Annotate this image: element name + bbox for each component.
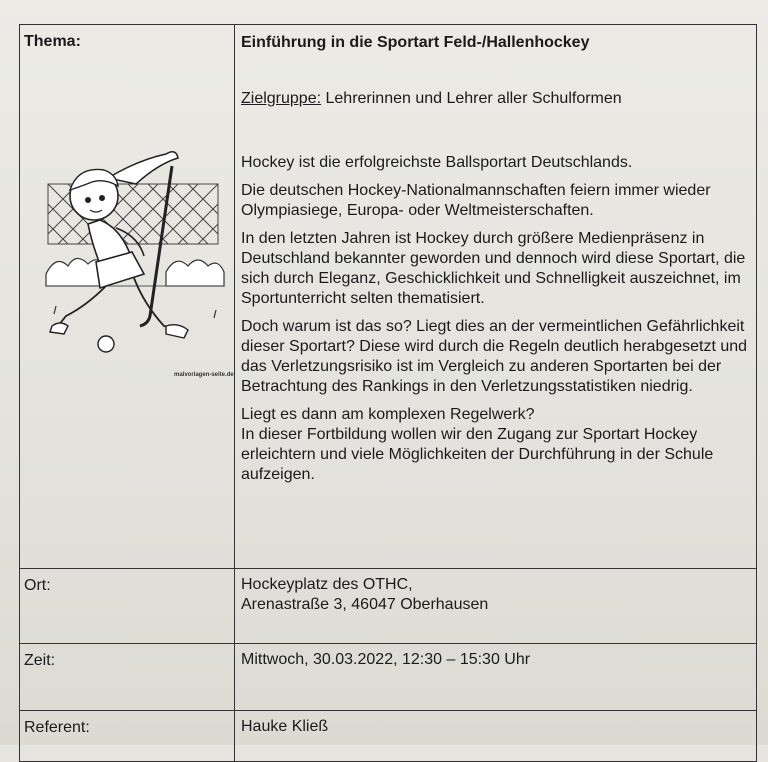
target-group-label: Zielgruppe: — [241, 90, 322, 107]
paragraph: Liegt es dann am komplexen Regelwerk? — [241, 406, 535, 423]
location-address: Arenastraße 3, 46047 Oberhausen — [241, 596, 489, 613]
label-cell — [20, 25, 235, 569]
referent-value: Hauke Kließ — [235, 711, 757, 762]
table-row — [20, 644, 757, 711]
ort-value-cell — [235, 569, 757, 644]
location-line: Hockeyplatz des OTHC, — [241, 576, 413, 593]
thema-content-cell — [235, 25, 757, 569]
referent-label: Referent: — [20, 711, 235, 762]
paragraph: In den letzten Jahren ist Hockey durch größere Medienpräsenz in Deutschland bekannter geworden und dennoch wird diese Sportart, die sich durch Eleganz, Geschicklichkeit und Schnelligkeit auszeichnet, im Sportunterricht selten thematisiert. — [241, 230, 746, 307]
paragraph: Die deutschen Hockey-Nationalmannschaften feiern immer wieder Olympiasiege, Europa- oder Weltmeisterschaften. — [241, 182, 711, 219]
paragraph: Hockey ist die erfolgreichste Ballsportart Deutschlands. — [241, 154, 633, 171]
table-row — [20, 569, 757, 644]
thema-label: Thema: — [24, 33, 81, 50]
course-title: Einführung in die Sportart Feld-/Hallenhockey — [241, 34, 590, 51]
target-group — [241, 89, 748, 109]
info-table — [19, 24, 757, 762]
zeit-value: Mittwoch, 30.03.2022, 12:30 – 15:30 Uhr — [235, 644, 757, 711]
illustration-credit: malvorlagen-seite.de — [174, 372, 234, 378]
ort-label: Ort: — [20, 569, 235, 644]
zeit-label: Zeit: — [20, 644, 235, 711]
hockey-player-illustration-icon — [46, 146, 234, 380]
table-row — [20, 711, 757, 762]
paragraph: In dieser Fortbildung wollen wir den Zugang zur Sportart Hockey erleichtern und viele Möglichkeiten der Durchführung in der Schule aufzeigen. — [241, 426, 714, 483]
target-group-value: Lehrerinnen und Lehrer aller Schulformen — [321, 90, 622, 107]
table-row — [20, 25, 757, 569]
paragraph: Doch warum ist das so? Liegt dies an der vermeintlichen Gefährlichkeit dieser Sportart? Diese wird durch die Regeln deutlich herabgesetzt und das Verletzungsrisiko ist im Vergleich zu anderen Sportarten bei der Betrachtung des Rankings in den Verletzungsstatistiken niedrig. — [241, 318, 748, 395]
